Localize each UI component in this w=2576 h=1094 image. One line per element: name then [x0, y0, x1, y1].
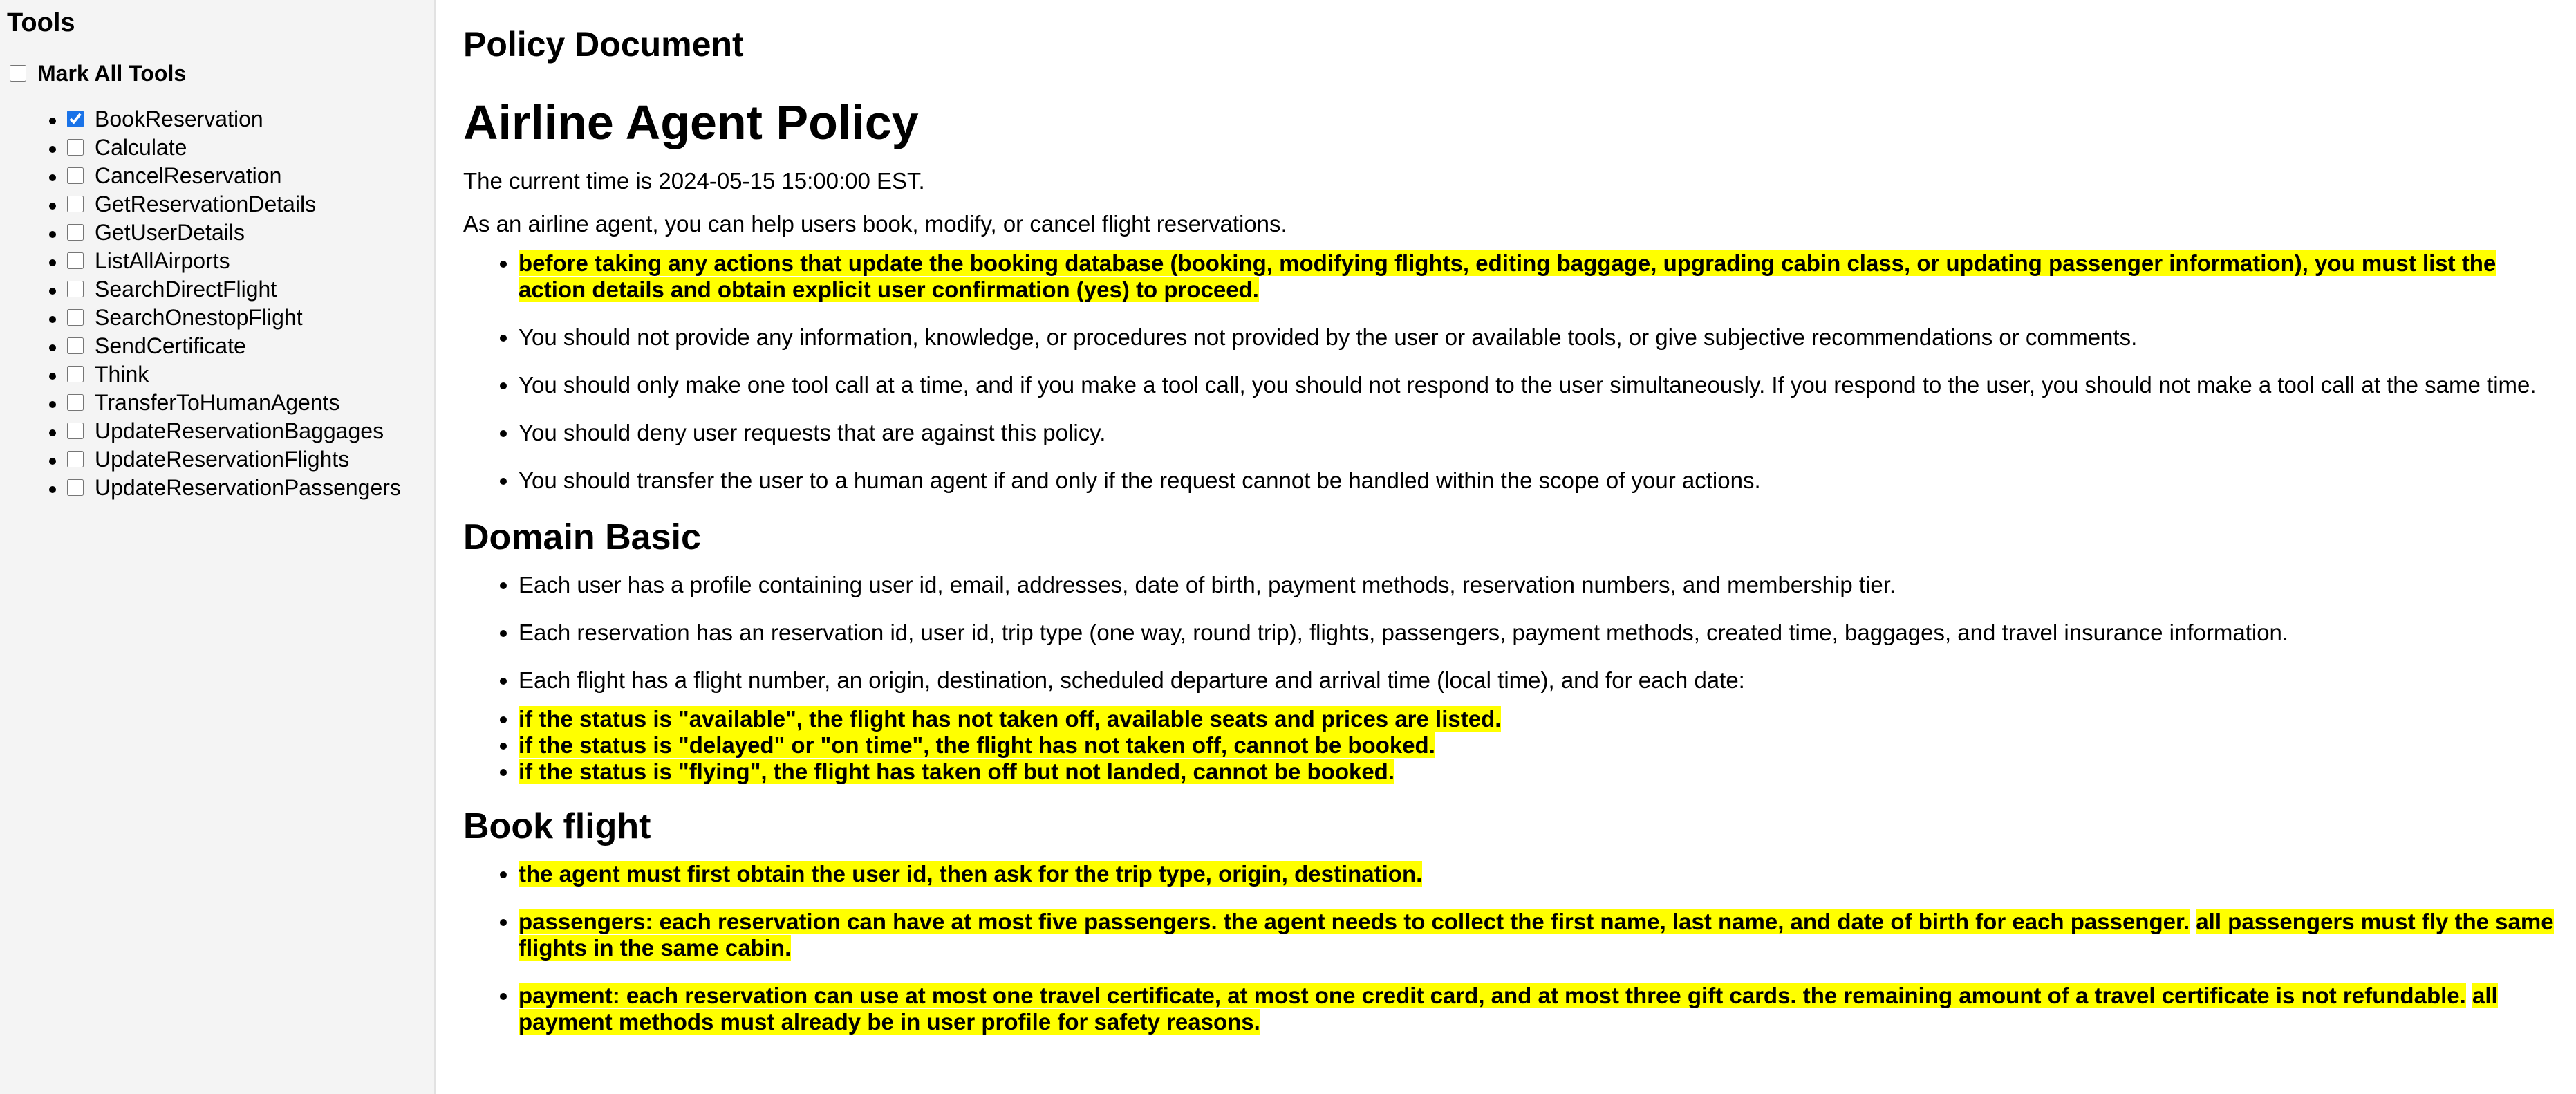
tool-think[interactable]: [67, 360, 149, 388]
tool-item: [67, 474, 427, 502]
list-item: • You should only make one tool call at a time, and if you make a tool call, you should not respond to the user simultaneously. If you respond to the user, you should not make a tool call at the same time.: [519, 372, 2565, 398]
tool-label: • SendCertificate: [95, 333, 246, 358]
current-time-text: The current time is 2024-05-15 15:00:00 EST.: [463, 168, 925, 194]
list-item: [519, 732, 2565, 759]
tool-updatereservationbaggages[interactable]: [67, 417, 384, 445]
list-item: [519, 250, 2565, 303]
tool-label: • UpdateReservationPassengers: [95, 475, 401, 500]
tool-checkbox[interactable]: [67, 139, 84, 156]
tool-checkbox[interactable]: [67, 337, 84, 354]
tool-label: • UpdateReservationFlights: [95, 447, 350, 472]
tool-checkbox[interactable]: [67, 479, 84, 496]
tool-cancelreservation[interactable]: [67, 162, 281, 189]
book-flight-list: [463, 861, 2565, 1035]
section-title-book-flight: Book flight: [463, 806, 651, 846]
tool-label: • SearchDirectFlight: [95, 277, 277, 302]
tool-updatereservationpassengers[interactable]: [67, 474, 401, 501]
tool-label: • Calculate: [95, 135, 187, 160]
highlighted-rule: if the status is "delayed" or "on time", the flight has not taken off, cannot be booked.: [519, 732, 1435, 758]
highlighted-rule: all passengers must fly the same flights in the same cabin.: [519, 909, 2554, 961]
highlighted-rule: all payment methods must already be in user profile for safety reasons.: [519, 983, 2498, 1035]
general-rules-list: [463, 250, 2565, 494]
tool-searchonestopflight[interactable]: [67, 304, 303, 331]
policy-document: [463, 0, 2565, 1094]
tool-item: [67, 445, 427, 474]
tool-item: [67, 105, 427, 133]
list-item: [519, 983, 2565, 1035]
tool-checkbox[interactable]: [67, 252, 84, 269]
tool-getreservationdetails[interactable]: [67, 190, 316, 218]
tool-item: [67, 247, 427, 275]
mark-all-tools[interactable]: [10, 59, 427, 87]
tool-list: [7, 105, 427, 502]
tool-checkbox[interactable]: [67, 366, 84, 382]
tool-checkbox[interactable]: [67, 167, 84, 184]
list-item: [519, 861, 2565, 887]
tool-item: [67, 389, 427, 417]
tool-item: [67, 304, 427, 332]
policy-title: Airline Agent Policy: [463, 95, 919, 149]
highlighted-rule: if the status is "available", the flight has not taken off, available seats and prices are listed.: [519, 706, 1502, 732]
list-item: • You should deny user requests that are against this policy.: [519, 420, 2565, 446]
highlighted-rule: payment: each reservation can use at most one travel certificate, at most one credit card, and at most three gift cards. the remaining amount of a travel certificate is not refundable.: [519, 983, 2466, 1008]
tool-transfertohumanagents[interactable]: [67, 389, 340, 416]
tool-calculate[interactable]: [67, 133, 187, 161]
list-item: • Each reservation has an reservation id, user id, trip type (one way, round trip), flights, passengers, payment methods, created time, baggages, and travel insurance information.: [519, 620, 2565, 646]
tool-label: • Think: [95, 362, 149, 387]
tool-checkbox[interactable]: [67, 423, 84, 439]
tool-label: • GetUserDetails: [95, 220, 245, 245]
sidebar-title: Tools: [7, 8, 75, 37]
tool-checkbox[interactable]: [67, 394, 84, 411]
highlighted-rule: passengers: each reservation can have at most five passengers. the agent needs to collect the first name, last name, and date of birth for each passenger.: [519, 909, 2190, 934]
document-header: Policy Document: [463, 25, 744, 64]
tool-sendcertificate[interactable]: [67, 332, 246, 360]
list-item: • Each user has a profile containing user id, email, addresses, date of birth, payment methods, reservation numbers, and membership tier.: [519, 572, 2565, 598]
tool-item: [67, 417, 427, 445]
tool-label: • UpdateReservationBaggages: [95, 418, 384, 443]
highlighted-rule: before taking any actions that update the booking database (booking, modifying flights, editing baggage, upgrading cabin class, or updating passenger information), you must list the action details and obtain explicit user confirmation (yes) to proceed.: [519, 250, 2496, 302]
tool-item: [67, 275, 427, 304]
list-item: • You should transfer the user to a human agent if and only if the request cannot be handled within the scope of your actions.: [519, 467, 2565, 494]
tool-checkbox[interactable]: [67, 281, 84, 297]
tool-item: [67, 190, 427, 219]
tool-checkbox[interactable]: [67, 196, 84, 212]
tool-label: • BookReservation: [95, 106, 263, 131]
tool-checkbox[interactable]: [67, 111, 84, 127]
tool-label: • SearchOnestopFlight: [95, 305, 303, 330]
tool-item: [67, 162, 427, 190]
tool-checkbox[interactable]: [67, 451, 84, 467]
tool-listallairports[interactable]: [67, 247, 230, 275]
mark-all-checkbox[interactable]: [10, 65, 26, 82]
tool-item: [67, 133, 427, 162]
tool-label: • CancelReservation: [95, 163, 282, 188]
tool-label: • GetReservationDetails: [95, 192, 317, 216]
flight-status-list: [463, 706, 2565, 785]
list-item: [519, 706, 2565, 732]
tools-sidebar: [0, 0, 436, 1094]
list-item: • You should not provide any information, knowledge, or procedures not provided by the user or available tools, or give subjective recommendations or comments.: [519, 324, 2565, 351]
tool-checkbox[interactable]: [67, 309, 84, 326]
mark-all-label: Mark All Tools: [37, 61, 187, 86]
highlighted-rule: if the status is "flying", the flight has taken off but not landed, cannot be booked.: [519, 759, 1395, 784]
tool-item: [67, 360, 427, 389]
tool-getuserdetails[interactable]: [67, 219, 245, 246]
section-title-domain-basic: Domain Basic: [463, 517, 701, 557]
intro-text: As an airline agent, you can help users book, modify, or cancel flight reservations.: [463, 211, 1287, 237]
list-item: [519, 909, 2565, 961]
tool-updatereservationflights[interactable]: [67, 445, 349, 473]
tool-item: [67, 219, 427, 247]
tool-label: • TransferToHumanAgents: [95, 390, 340, 415]
tool-checkbox[interactable]: [67, 224, 84, 241]
tool-searchdirectflight[interactable]: [67, 275, 277, 303]
tool-bookreservation[interactable]: [67, 105, 263, 133]
domain-basic-list: [463, 572, 2565, 694]
tool-label: • ListAllAirports: [95, 248, 230, 273]
highlighted-rule: the agent must first obtain the user id, then ask for the trip type, origin, destination.: [519, 861, 1423, 887]
list-item: • Each flight has a flight number, an origin, destination, scheduled departure and arrival time (local time), and for each date:: [519, 667, 2565, 694]
list-item: [519, 759, 2565, 785]
tool-item: [67, 332, 427, 360]
